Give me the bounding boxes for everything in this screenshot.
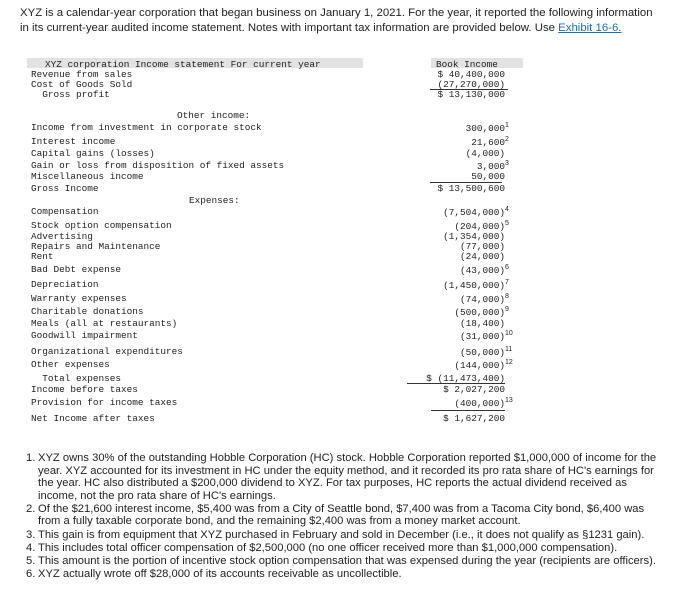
statement-row-amount: (24,000) — [459, 251, 505, 262]
statement-row-amount: (77,000) — [459, 241, 505, 252]
statement-row-label: Compensation — [31, 206, 99, 217]
statement-row-amount: 3,000$^3$ — [477, 160, 505, 172]
statement-row-amount: $(50,000)^{11}$ — [460, 346, 505, 358]
statement-row-label: Cost of Goods Sold — [31, 79, 133, 90]
footnote-marker: 6 — [505, 264, 509, 271]
statement-row-amount: 50,000 — [471, 171, 505, 182]
footnote-marker: 4 — [505, 206, 509, 213]
statement-row-amount: (18,400) — [459, 318, 505, 329]
footnote-marker: 9 — [505, 306, 509, 313]
total-underline — [407, 383, 505, 384]
statement-row-amount: $(43,000)^6$ — [460, 264, 505, 276]
note-item: 4. This includes total officer compensation of $2,500,000 (no one officer received more than $1,000,000 compensation). — [26, 541, 618, 554]
expenses-heading: Expenses: — [189, 195, 240, 206]
statement-row-amount: $ 2,027,200 — [443, 384, 505, 395]
statement-row-amount: 21,600$^2$ — [471, 136, 505, 148]
statement-row-label: Meals (all at restaurants) — [31, 318, 178, 329]
footnote-marker: 5 — [505, 220, 509, 227]
intro-text: XYZ is a calendar-year corporation that began business on January 1, 2021. For the year, it reported the following information in its current-year audited income statement. Notes with important tax information are provided below. Use — [20, 7, 653, 34]
statement-row-label: Advertising — [31, 231, 93, 242]
note-item: 5. This amount is the portion of incentive stock option compensation that was expensed during the year (recipients are officers). — [26, 554, 656, 567]
statement-row-amount: $ (11,473,400) — [426, 373, 505, 384]
statement-row-amount: (1,354,000) — [443, 231, 505, 242]
statement-row-amount: (4,000) — [465, 148, 505, 159]
statement-row-amount: $(31,000)^{10}$ — [460, 330, 505, 342]
note-item: 3. This gain is from equipment that XYZ purchased in February and sold in December (i.e., it does not qualify as §1231 gain). — [26, 528, 645, 541]
footnote-marker: 3 — [505, 160, 509, 167]
statement-row-label: Income from investment in corporate stock — [31, 122, 262, 133]
intro-paragraph — [20, 6, 660, 35]
footnote-marker: 1 — [505, 122, 509, 129]
footnote-marker: 12 — [505, 359, 513, 366]
statement-row-label: Other expenses — [31, 359, 110, 370]
note-item: 2. Of the $21,600 interest income, $5,400 was from a City of Seattle bond, $7,400 was from a Tacoma City bond, $6,400 was from a fully taxable corporate bond, and the remaining $2,400 was from a money market account. — [26, 502, 645, 528]
footnote-marker: 8 — [505, 293, 509, 300]
footnote-marker: 2 — [505, 136, 509, 143]
footnote-marker: 13 — [505, 397, 513, 404]
statement-row-label: Interest income — [31, 136, 116, 147]
statement-row-label: Provision for income taxes — [31, 397, 178, 408]
statement-row-amount: 300,000$^1$ — [466, 122, 505, 134]
footnote-marker: 10 — [505, 330, 513, 337]
statement-row-amount: $ 1,627,200 — [443, 413, 505, 424]
footnote-marker: 7 — [505, 279, 509, 286]
statement-row-amount: $(500,000)^9$ — [454, 306, 505, 318]
statement-row-amount: (27,270,000) — [437, 79, 505, 90]
statement-row-label: Miscellaneous income — [31, 171, 144, 182]
notes-list — [26, 452, 662, 581]
statement-row-label: Depreciation — [31, 279, 99, 290]
statement-row-amount: $ 40,400,000 — [437, 69, 505, 80]
other-income-heading: Other income: — [177, 110, 251, 121]
exhibit-link[interactable]: Exhibit 16-6. — [558, 21, 622, 34]
statement-row-label: Net Income after taxes — [31, 413, 155, 424]
statement-row-label: Capital gains (losses) — [31, 148, 155, 159]
total-underline — [430, 89, 508, 90]
statement-row-amount: $(400,000)^{13}$ — [454, 397, 505, 409]
statement-row-amount: $(7,504,000)^4$ — [443, 206, 505, 218]
statement-row-amount: $(204,000)^5$ — [454, 220, 505, 232]
statement-row-label: Warranty expenses — [31, 293, 127, 304]
statement-row-label: Organizational expenditures — [31, 346, 183, 357]
total-underline — [431, 410, 505, 411]
statement-row-amount: $(1,450,000)^7$ — [443, 279, 505, 291]
statement-row-label: Revenue from sales — [31, 69, 133, 80]
statement-row-amount: $(144,000)^{12}$ — [454, 359, 505, 371]
statement-row-label: Bad Debt expense — [31, 264, 122, 275]
statement-row-label: Rent — [31, 251, 54, 262]
statement-row-label: Gross profit — [31, 89, 110, 100]
statement-row-label: Goodwill impairment — [31, 330, 138, 341]
statement-row-label: Repairs and Maintenance — [31, 241, 161, 252]
statement-row-label: Total expenses — [31, 373, 122, 384]
footnote-marker: 11 — [505, 346, 513, 353]
note-item: 1. XYZ owns 30% of the outstanding Hobble Corporation (HC) stock. Hobble Corporation reported $1,000,000 of income for the year. XYZ accounted for its investment in HC under the equity method, and it recorded its pro rata share of HC's earnings for the year. HC also distributed a $200,000 dividend to XYZ. For tax purposes, HC reports the actual dividend received as income, not the pro rata share of HC's earnings. — [26, 452, 657, 502]
statement-title: XYZ corporation Income statement For current year — [45, 59, 321, 70]
statement-row-amount: $ 13,130,000 — [437, 89, 505, 100]
income-statement — [27, 58, 527, 428]
statement-row-amount: $ 13,500,600 — [437, 183, 505, 194]
statement-row-label: Gain or loss from disposition of fixed assets — [31, 160, 285, 171]
statement-row-label: Stock option compensation — [31, 220, 172, 231]
note-item: 6. XYZ actually wrote off $28,000 of its accounts receivable as uncollectible. — [26, 567, 402, 580]
statement-row-amount: $(74,000)^8$ — [460, 293, 505, 305]
book-income-header: Book Income — [436, 59, 498, 70]
statement-row-label: Income before taxes — [31, 384, 138, 395]
total-underline — [430, 182, 502, 183]
statement-row-label: Charitable donations — [31, 306, 144, 317]
statement-row-label: Gross Income — [31, 183, 99, 194]
